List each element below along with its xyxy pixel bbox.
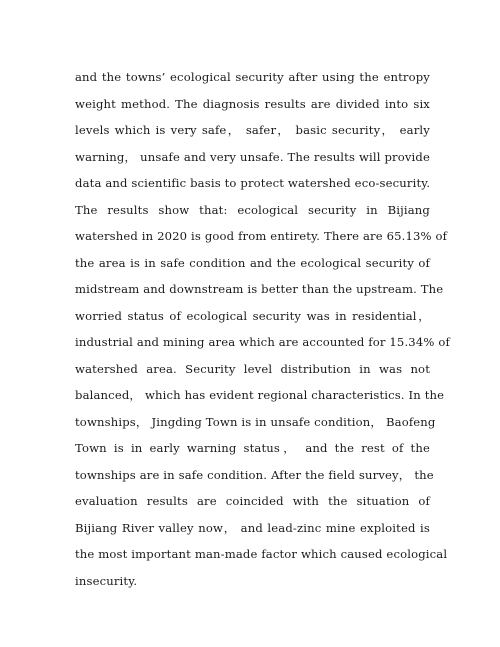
text-line: balanced， which has evident regional characteristics. In the xyxy=(75,388,445,402)
text-line: The results show that: ecological security in Bijiang xyxy=(75,202,430,217)
text-line-last: insecurity. xyxy=(75,573,138,588)
text-line: watershed in 2020 is good from entirety. There are 65.13% of xyxy=(75,229,448,243)
text-line: levels which is very safe， safer， basic security， early xyxy=(75,123,430,137)
text-line: industrial and mining area which are accounted for 15.34% of xyxy=(75,335,450,349)
text-line: midstream and downstream is better than the upstream. The xyxy=(75,282,444,296)
text-line: townships， Jingding Town is in unsafe condition， Baofeng xyxy=(75,414,436,429)
text-line: weight method. The diagnosis results are divided into six xyxy=(75,96,430,111)
text-line: the most important man-made factor which caused ecological xyxy=(75,547,448,561)
text-line: the area is in safe condition and the ecological security of xyxy=(75,255,430,270)
text-line: Bijiang River valley now， and lead-zinc mine exploited is xyxy=(75,520,430,535)
text-line: Town is in early warning status， and the rest of the xyxy=(75,441,430,455)
text-line: worried status of ecological security was in residential， xyxy=(75,308,430,323)
text-line: watershed area. Security level distribution in was not xyxy=(75,361,430,376)
text-line: warning， unsafe and very unsafe. The results will provide xyxy=(75,149,430,164)
text-line: townships are in safe condition. After the field survey， the xyxy=(75,467,434,482)
text-line: evaluation results are coincided with the situation of xyxy=(75,494,430,508)
text-line: data and scientific basis to protect watershed eco-security. xyxy=(75,176,431,190)
text-line: and the towns’ ecological security after using the entropy xyxy=(75,70,430,84)
abstract-paragraph xyxy=(75,64,450,594)
